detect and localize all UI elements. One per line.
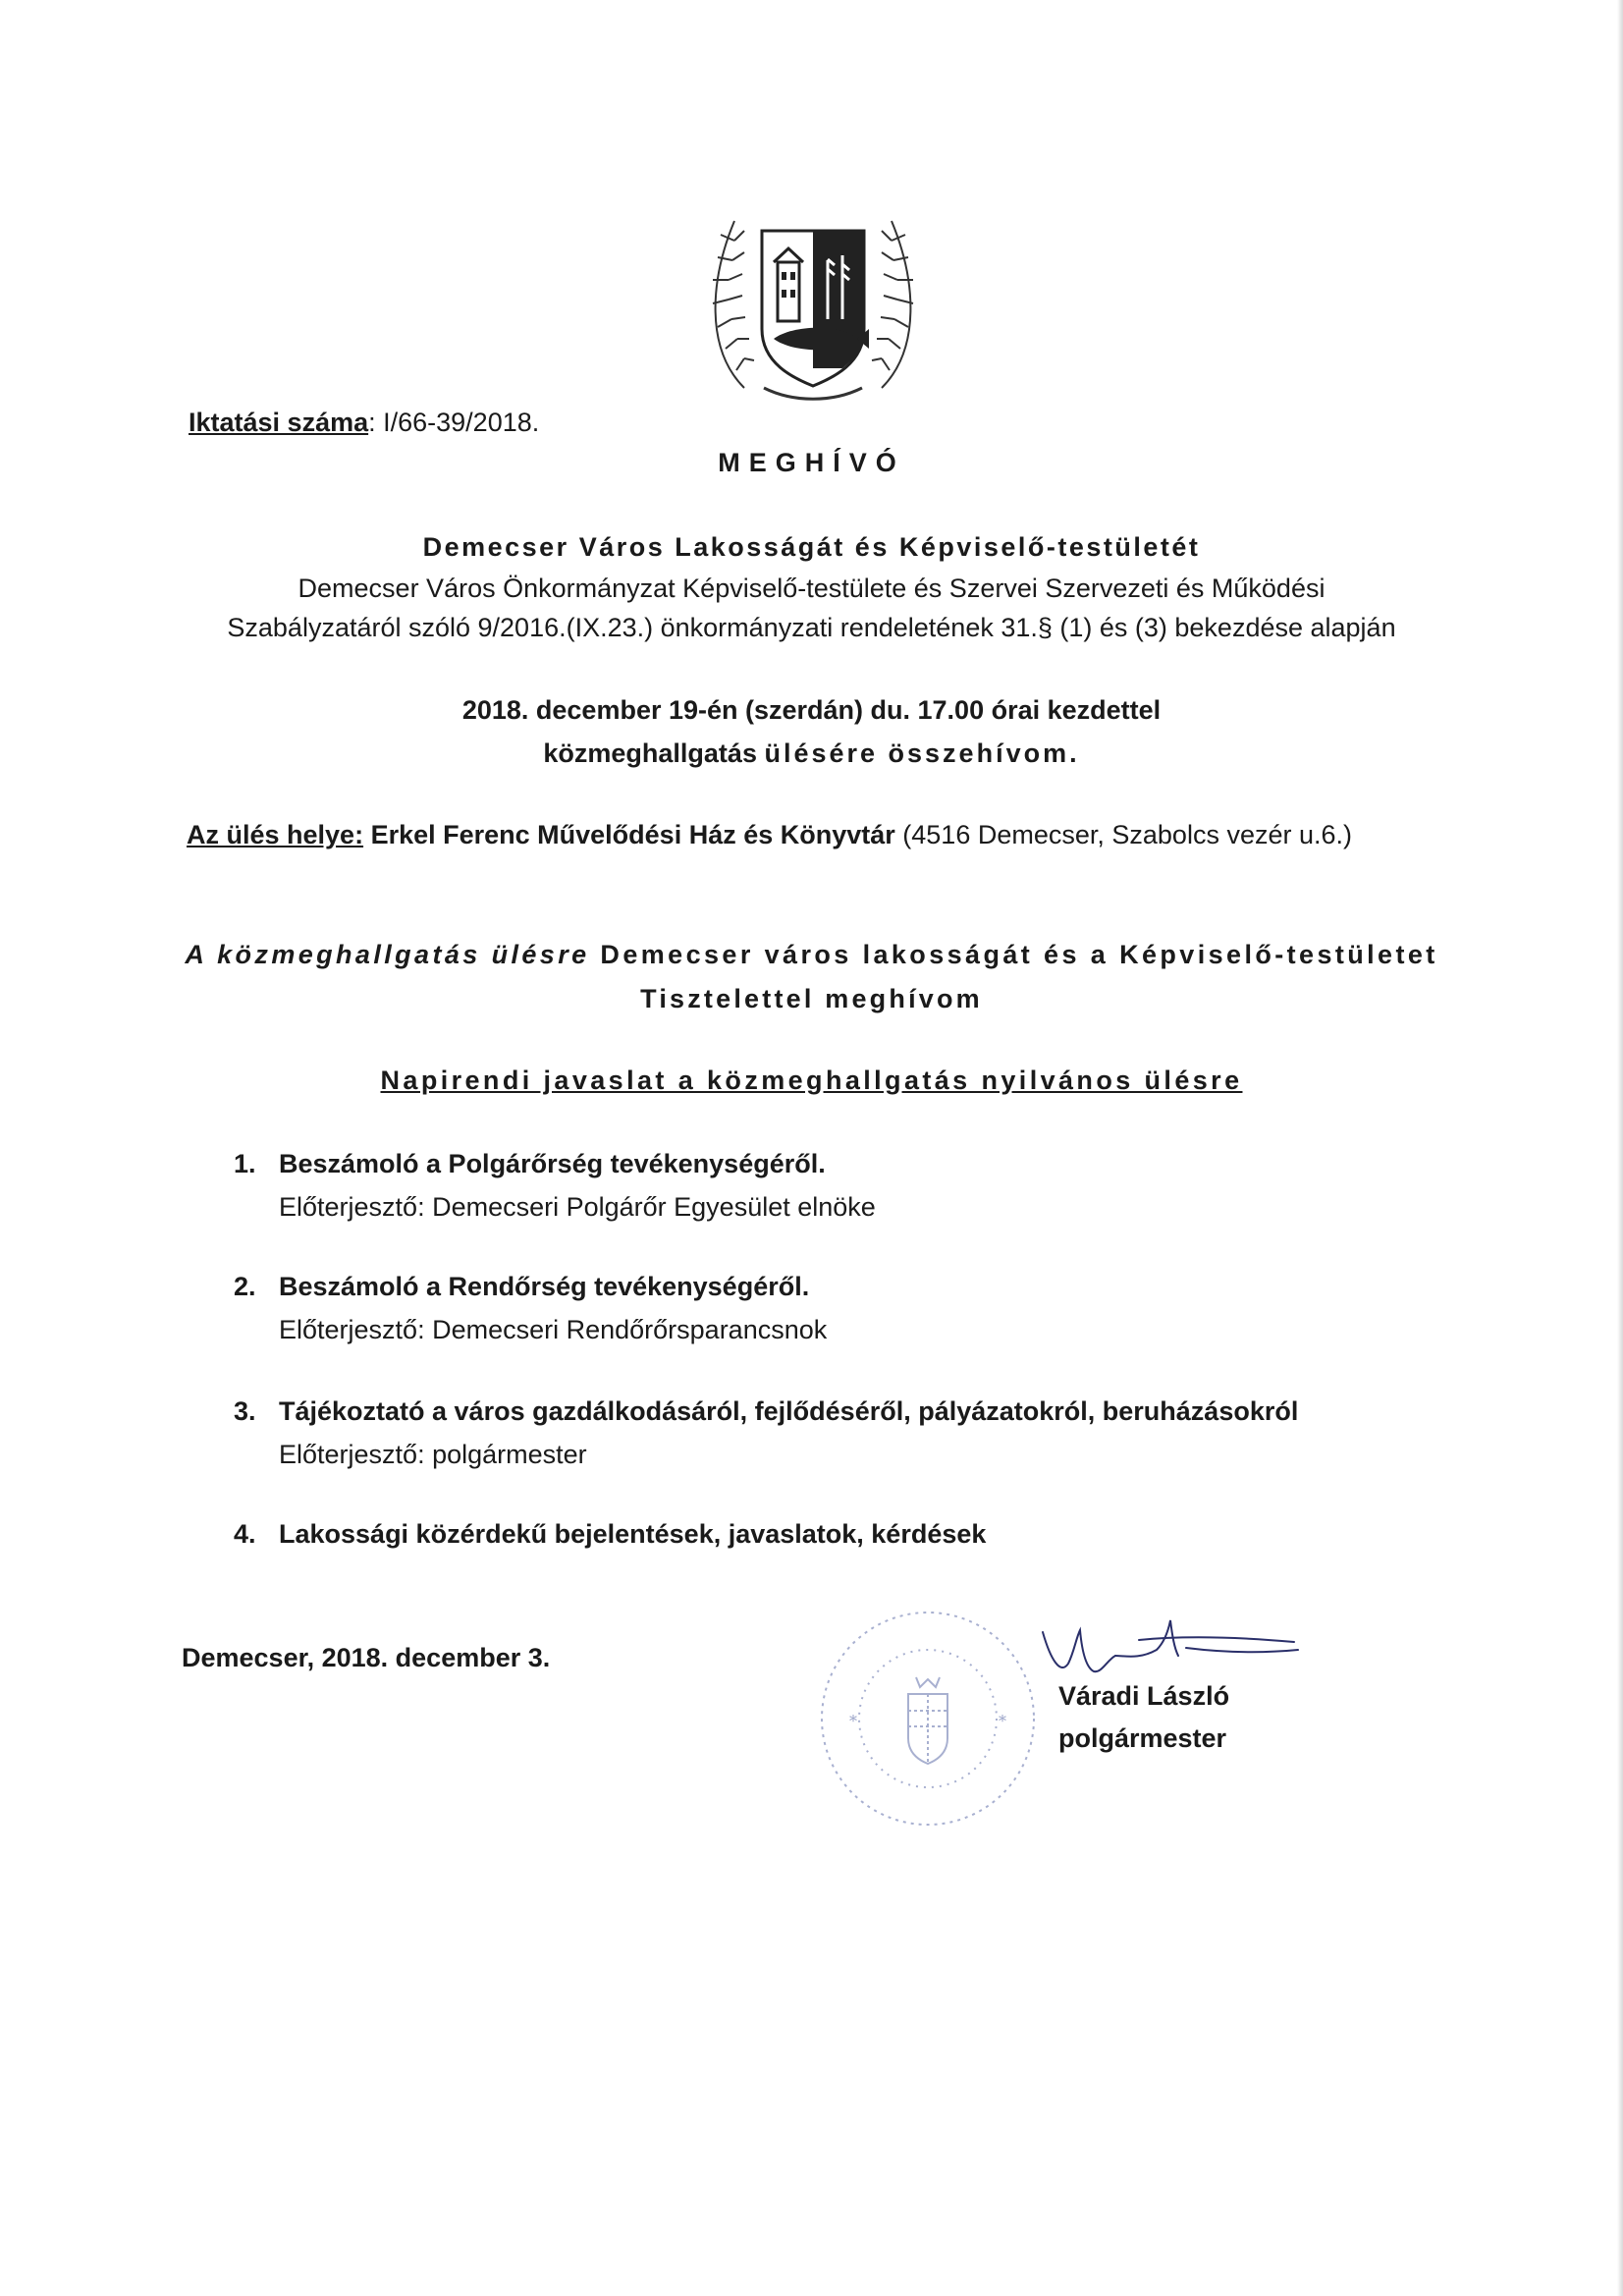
meeting-place (187, 820, 1352, 850)
invitation-line-1 (0, 940, 1623, 970)
place-address: (4516 Demecser, Szabolcs vezér u.6.) (894, 820, 1352, 849)
agenda-item-title: Tájékoztató a város gazdálkodásáról, fejlődéséről, pályázatokról, beruházásokról (279, 1396, 1299, 1426)
registration-label: Iktatási száma (189, 408, 369, 437)
registration-number (189, 408, 539, 438)
invitation-line-2: Tisztelettel meghívom (640, 984, 983, 1013)
closing-place-date: Demecser, 2018. december 3. (182, 1643, 551, 1672)
agenda-item-title: Lakossági közérdekű bejelentések, javaslatok, kérdések (279, 1519, 987, 1549)
signer-name: Váradi László (1058, 1681, 1230, 1711)
intro-line-2: Demecser Város Önkormányzat Képviselő-testülete és Szervei Szervezeti és Működési (298, 574, 1325, 603)
agenda-item-presenter: Előterjesztő: polgármester (279, 1440, 587, 1469)
agenda-item-title: Beszámoló a Rendőrség tevékenységéről. (279, 1272, 810, 1301)
agenda-item-presenter: Előterjesztő: Demecseri Polgárőr Egyesület elnöke (279, 1192, 876, 1222)
agenda-item-title: Beszámoló a Polgárőrség tevékenységéről. (279, 1149, 826, 1178)
meeting-call-b: ülésére összehívom. (764, 738, 1080, 768)
invitation-italic: A közmeghallgatás ülésre (185, 940, 590, 969)
agenda-heading: Napirendi javaslat a közmeghallgatás nyilvános ülésre (380, 1066, 1243, 1095)
scan-edge (1617, 0, 1623, 2296)
intro-line-3: Szabályzatáról szóló 9/2016.(IX.23.) önkormányzati rendeletének 31.§ (1) és (3) bekezdése alapján (227, 613, 1396, 642)
signer-role: polgármester (1058, 1723, 1227, 1753)
svg-text:*: * (999, 1712, 1006, 1730)
official-seal-icon (810, 1601, 1046, 1836)
registration-value: : I/66-39/2018. (368, 408, 540, 437)
place-name: Erkel Ferenc Művelődési Ház és Könyvtár (363, 820, 895, 849)
invitation-rest: Demecser város lakosságát és a Képviselő-testületet (589, 940, 1438, 969)
place-label: Az ülés helye: (187, 820, 364, 849)
svg-text:*: * (849, 1712, 857, 1730)
meeting-call-a: közmeghallgatás (543, 738, 765, 768)
meeting-date: 2018. december 19-én (szerdán) du. 17.00 órai kezdettel (461, 695, 1162, 725)
agenda-item-number: 4. (234, 1519, 256, 1549)
intro-line-1: Demecser Város Lakosságát és Képviselő-testületét (422, 532, 1201, 562)
meeting-call (0, 738, 1623, 769)
agenda-item-number: 3. (234, 1396, 256, 1426)
coat-of-arms-icon (705, 201, 921, 410)
agenda-item-number: 2. (234, 1272, 256, 1301)
agenda-item-presenter: Előterjesztő: Demecseri Rendőrőrsparancsnok (279, 1315, 828, 1344)
document-title: MEGHÍVÓ (718, 448, 905, 477)
agenda-item-number: 1. (234, 1149, 256, 1178)
